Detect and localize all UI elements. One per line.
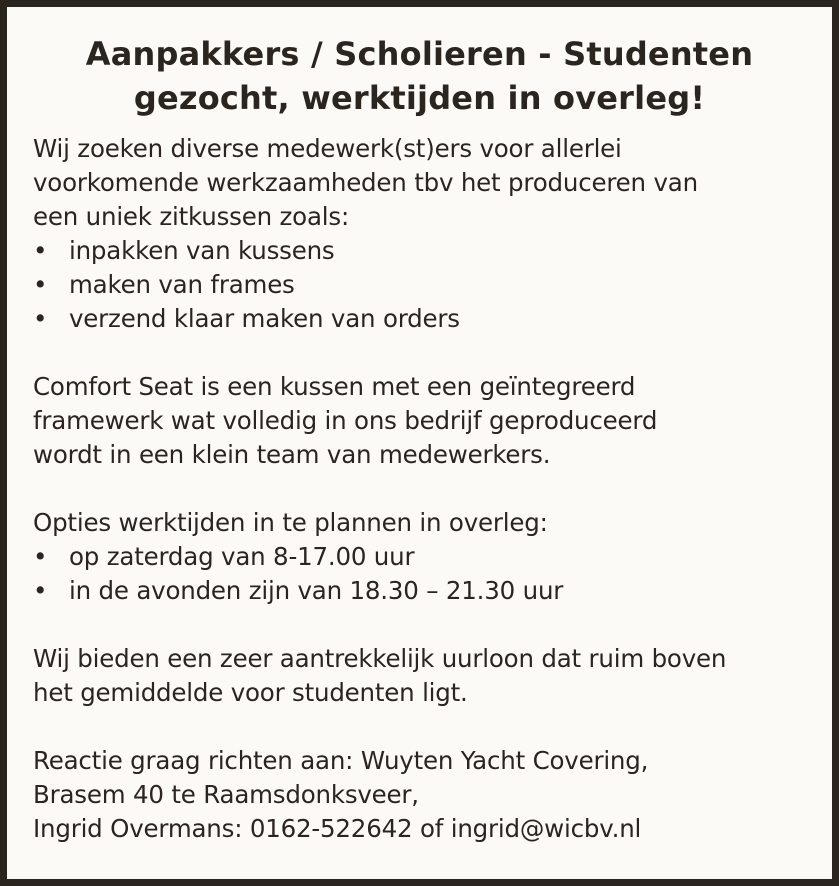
bullet-icon: • xyxy=(33,576,48,605)
paragraph-spacer xyxy=(33,608,806,642)
ad-title xyxy=(33,32,806,120)
task-label: verzend klaar maken van orders xyxy=(69,304,460,333)
product-line: Comfort Seat is een kussen met een geïntegreerd xyxy=(33,372,636,401)
offer-paragraph xyxy=(33,642,806,710)
task-list xyxy=(33,234,806,336)
hours-list-item xyxy=(33,540,806,574)
paragraph-spacer xyxy=(33,710,806,744)
hours-label: op zaterdag van 8-17.00 uur xyxy=(69,542,415,571)
task-label: inpakken van kussens xyxy=(69,236,335,265)
hours-heading xyxy=(33,506,806,540)
offer-line: het gemiddelde voor studenten ligt. xyxy=(33,678,468,707)
hours-heading-text: Opties werktijden in te plannen in overleg: xyxy=(33,508,548,537)
product-line: framewerk wat volledig in ons bedrijf geproduceerd xyxy=(33,406,658,435)
intro-line: Wij zoeken diverse medewerk(st)ers voor allerlei xyxy=(33,134,622,163)
hours-label: in de avonden zijn van 18.30 – 21.30 uur xyxy=(69,576,564,605)
product-paragraph xyxy=(33,370,806,472)
product-line: wordt in een klein team van medewerkers. xyxy=(33,440,551,469)
paragraph-spacer xyxy=(33,472,806,506)
hours-list-item xyxy=(33,574,806,608)
hours-list xyxy=(33,540,806,608)
offer-line: Wij bieden een zeer aantrekkelijk uurloon dat ruim boven xyxy=(33,644,727,673)
contact-paragraph xyxy=(33,744,806,846)
task-list-item xyxy=(33,234,806,268)
task-list-item xyxy=(33,302,806,336)
intro-line: voorkomende werkzaamheden tbv het produceren van xyxy=(33,168,698,197)
intro-line: een uniek zitkussen zoals: xyxy=(33,202,350,231)
contact-address: Brasem 40 te Raamsdonksveer, xyxy=(33,780,419,809)
bullet-icon: • xyxy=(33,304,48,333)
bullet-icon: • xyxy=(33,270,48,299)
contact-line: Reactie graag richten aan: Wuyten Yacht Covering, xyxy=(33,746,649,775)
task-list-item xyxy=(33,268,806,302)
title-line-2: gezocht, werktijden in overleg! xyxy=(133,79,706,117)
intro-paragraph xyxy=(33,132,806,234)
title-line-1: Aanpakkers / Scholieren - Studenten xyxy=(85,35,754,73)
paragraph-spacer xyxy=(33,336,806,370)
bullet-icon: • xyxy=(33,236,48,265)
contact-person: Ingrid Overmans: 0162-522642 of ingrid@wicbv.nl xyxy=(33,814,642,843)
task-label: maken van frames xyxy=(69,270,295,299)
bullet-icon: • xyxy=(33,542,48,571)
